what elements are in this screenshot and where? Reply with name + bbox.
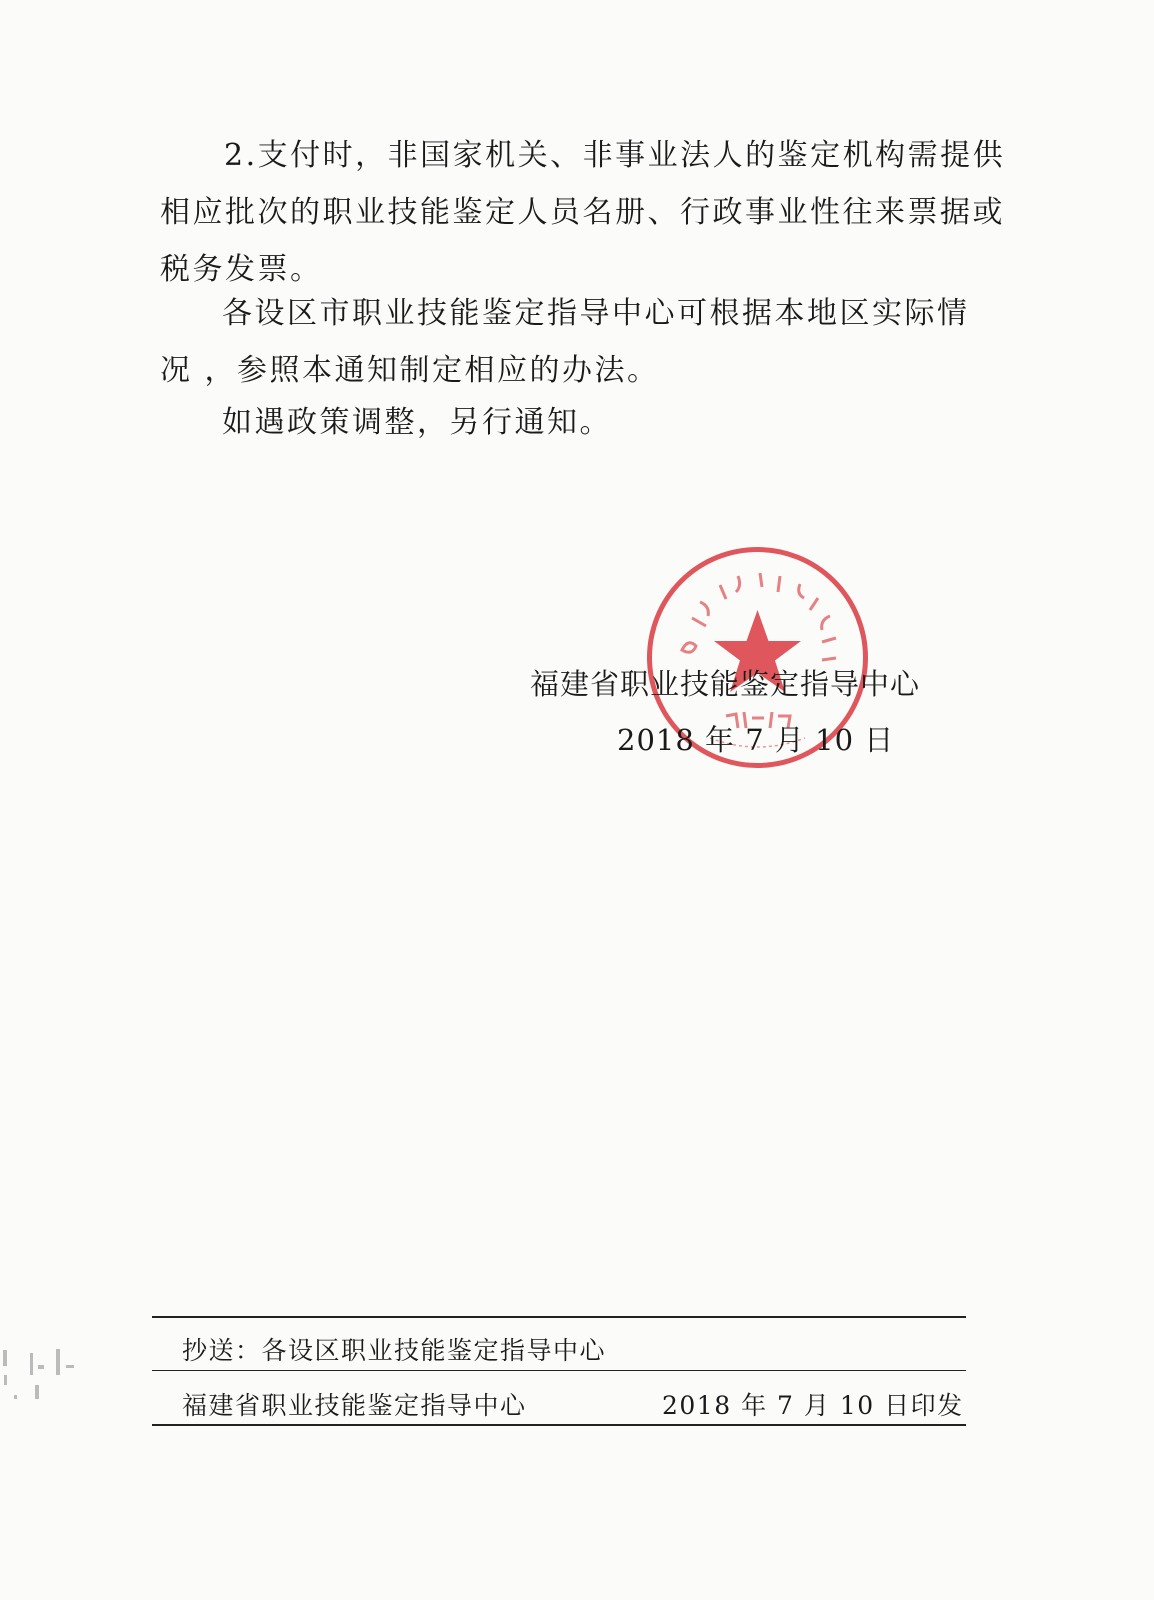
footer-bottom-rule (152, 1424, 966, 1426)
paragraph-local-measures (160, 285, 970, 399)
paragraph-line: 各设区市职业技能鉴定指导中心可根据本地区实际情 (222, 296, 970, 331)
paragraph-line: 2.支付时，非国家机关、非事业法人的鉴定机构需提供 (224, 138, 1006, 173)
footer-middle-rule (152, 1370, 966, 1371)
paragraph-payment (160, 127, 1006, 298)
paragraph-line: 相应批次的职业技能鉴定人员名册、行政事业性往来票据或 (160, 195, 1005, 230)
paragraph-line: 况 ，参照本通知制定相应的办法。 (160, 353, 660, 388)
footer-issuing-organization: 福建省职业技能鉴定指导中心 (182, 1391, 527, 1420)
scan-marks (0, 1345, 80, 1435)
paragraph-line: 税务发票。 (160, 252, 323, 287)
footer-issue-date: 2018 年 7 月 10 日印发 (662, 1391, 964, 1420)
paragraph-line: 如遇政策调整，另行通知。 (222, 405, 612, 440)
signature-organization: 福建省职业技能鉴定指导中心 (530, 667, 921, 701)
paragraph-policy-adjustment (160, 394, 950, 451)
footer-top-rule (152, 1316, 966, 1318)
footer-cc-line: 抄送：各设区职业技能鉴定指导中心 (182, 1336, 607, 1365)
signature-date: 2018 年 7 月 10 日 (617, 723, 895, 757)
